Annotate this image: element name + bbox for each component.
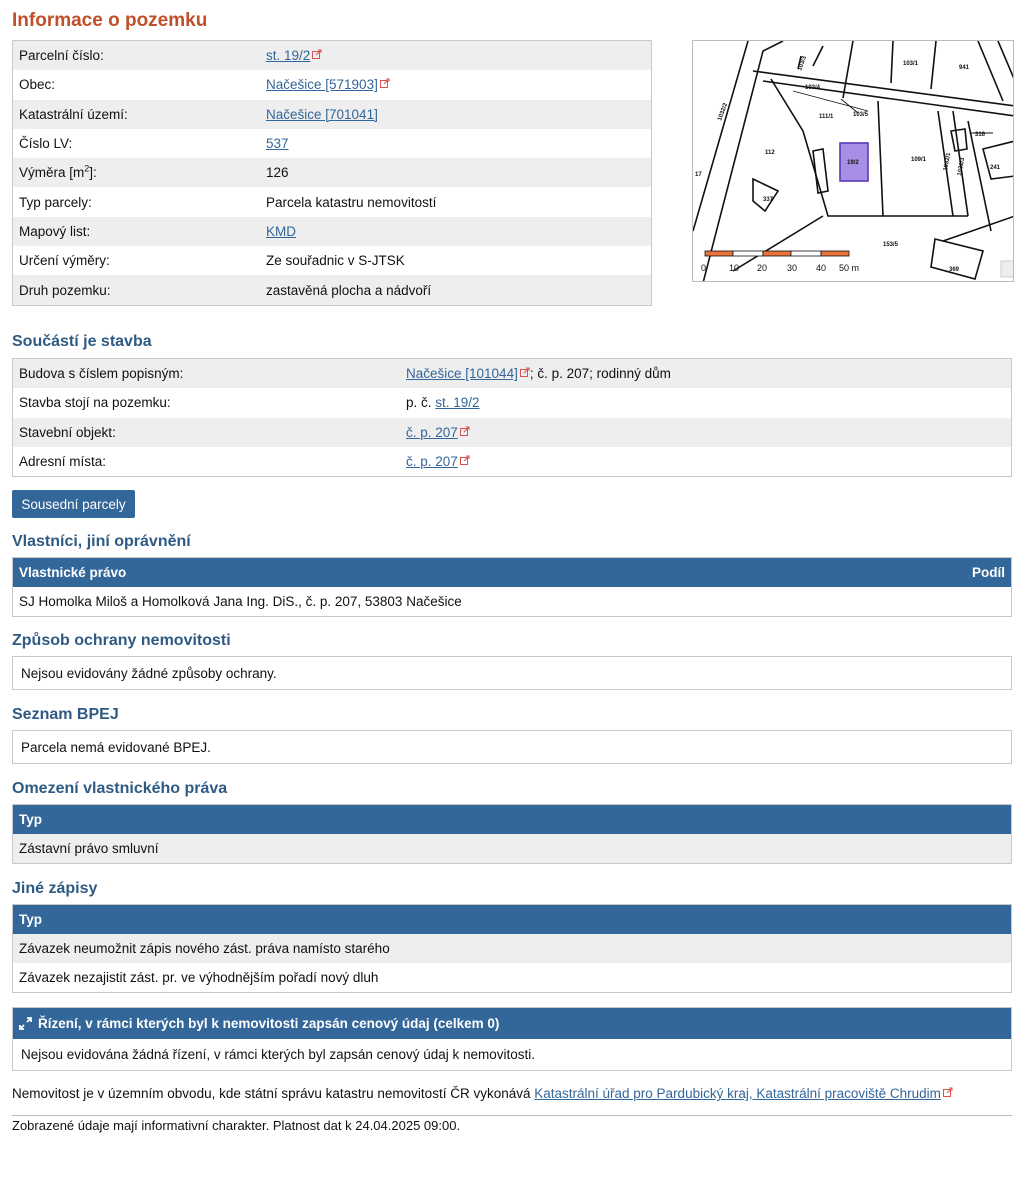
scale-label: 20 bbox=[757, 263, 768, 273]
svg-text:111/1: 111/1 bbox=[819, 114, 834, 120]
restrictions-table-header bbox=[13, 805, 1011, 834]
cadastral-area-link[interactable]: Načešice [701041] bbox=[266, 106, 378, 122]
svg-text:112: 112 bbox=[765, 150, 775, 156]
protection-text: Nejsou evidovány žádné způsoby ochrany. bbox=[21, 665, 277, 681]
svg-text:241: 241 bbox=[990, 165, 1001, 171]
land-kind-label: Druh pozemku: bbox=[19, 282, 111, 298]
restrictions-table bbox=[12, 804, 1012, 864]
svg-text:369: 369 bbox=[949, 267, 960, 273]
parcel-type-label: Typ parcely: bbox=[19, 194, 92, 210]
building-parcel-link[interactable]: st. 19/2 bbox=[435, 395, 480, 411]
svg-text:316: 316 bbox=[975, 132, 986, 138]
expand-arrows-icon bbox=[19, 1017, 32, 1030]
area-value: 126 bbox=[266, 165, 289, 181]
scale-label: 40 bbox=[816, 263, 827, 273]
svg-text:337: 337 bbox=[763, 197, 774, 203]
building-address-link[interactable]: č. p. 207 bbox=[406, 454, 458, 470]
map-corner-handle[interactable] bbox=[1001, 261, 1014, 277]
external-link-icon bbox=[943, 1087, 953, 1097]
external-link-icon bbox=[460, 426, 470, 436]
parcel-row-municipality bbox=[13, 70, 651, 99]
map-drawing bbox=[693, 41, 1014, 282]
building-house-label: Budova s číslem popisným: bbox=[19, 366, 184, 382]
svg-text:17: 17 bbox=[695, 172, 702, 178]
parcel-row-lv bbox=[13, 129, 651, 158]
restrictions-col-type: Typ bbox=[19, 812, 42, 827]
building-address-label: Adresní místa: bbox=[19, 454, 107, 470]
restrictions-heading: Omezení vlastnického práva bbox=[12, 780, 228, 797]
parcel-number-link[interactable]: st. 19/2 bbox=[266, 48, 311, 64]
bpej-box bbox=[12, 730, 1012, 764]
map-scale-bar bbox=[701, 251, 859, 273]
scale-label: 10 bbox=[729, 263, 740, 273]
protection-heading: Způsob ochrany nemovitosti bbox=[12, 632, 231, 649]
parcel-type-value: Parcela katastru nemovitostí bbox=[266, 194, 437, 210]
parcel-row-area-method bbox=[13, 246, 651, 275]
parcel-row-area bbox=[13, 158, 651, 187]
disclaimer: Zobrazené údaje mají informativní charakter. Platnost dat k 24.04.2025 09:00. bbox=[12, 1118, 461, 1133]
svg-text:19/2: 19/2 bbox=[847, 160, 859, 166]
price-procedures-title: Řízení, v rámci kterých byl k nemovitosti zapsán cenový údaj (celkem 0) bbox=[38, 1016, 500, 1031]
svg-text:153/5: 153/5 bbox=[883, 242, 899, 248]
price-procedures-panel bbox=[12, 1007, 1012, 1071]
svg-text:103/4: 103/4 bbox=[805, 85, 821, 91]
lv-label: Číslo LV: bbox=[19, 136, 73, 152]
parcel-row-cadastral-area bbox=[13, 100, 651, 129]
building-on-parcel-label: Stavba stojí na pozemku: bbox=[19, 395, 171, 411]
building-municipality-link[interactable]: Načešice [101044] bbox=[406, 366, 518, 382]
building-heading: Součástí je stavba bbox=[12, 333, 152, 350]
svg-text:941: 941 bbox=[959, 65, 970, 71]
lv-link[interactable]: 537 bbox=[266, 136, 289, 152]
bpej-text: Parcela nemá evidované BPEJ. bbox=[21, 739, 211, 755]
building-row-on-parcel bbox=[13, 388, 1011, 417]
svg-text:109/1: 109/1 bbox=[911, 157, 927, 163]
footer-divider bbox=[12, 1115, 1012, 1116]
table-row: Závazek neumožnit zápis nového zást. práva namísto starého bbox=[13, 934, 1011, 963]
building-row-address bbox=[13, 447, 1011, 476]
map-sheet-link[interactable]: KMD bbox=[266, 223, 296, 239]
scale-label: 50 m bbox=[839, 263, 860, 273]
table-row: Zástavní právo smluvní bbox=[13, 834, 1011, 863]
svg-text:1032/1: 1032/1 bbox=[943, 152, 953, 172]
svg-text:103/5: 103/5 bbox=[853, 112, 869, 118]
external-link-icon bbox=[460, 455, 470, 465]
owners-col-share: Podíl bbox=[972, 565, 1005, 580]
svg-text:1031/3: 1031/3 bbox=[957, 157, 967, 177]
other-entries-heading: Jiné zápisy bbox=[12, 880, 98, 897]
land-kind-value: zastavěná plocha a nádvoří bbox=[266, 282, 432, 298]
building-house-detail: ; č. p. 207; rodinný dům bbox=[529, 366, 671, 382]
area-method-label: Určení výměry: bbox=[19, 253, 110, 269]
scale-label: 30 bbox=[787, 263, 798, 273]
table-row: SJ Homolka Miloš a Homolková Jana Ing. DiS., č. p. 207, 53803 Načešice bbox=[19, 594, 462, 609]
cadastral-office-link[interactable]: Katastrální úřad pro Pardubický kraj, Katastrální pracoviště Chrudim bbox=[534, 1086, 941, 1101]
scale-label: 0 bbox=[701, 263, 707, 273]
parcel-row-land-kind bbox=[13, 275, 651, 304]
other-entries-table bbox=[12, 904, 1012, 993]
building-row-object bbox=[13, 418, 1011, 447]
owners-heading: Vlastníci, jiní oprávnění bbox=[12, 533, 191, 550]
office-note-text: Nemovitost je v územním obvodu, kde státní správu katastru nemovitostí ČR vykonává bbox=[12, 1086, 535, 1101]
cadastral-area-label: Katastrální území: bbox=[19, 106, 128, 122]
building-table bbox=[12, 358, 1012, 477]
price-procedures-text: Nejsou evidována žádná řízení, v rámci kterých byl zapsán cenový údaj k nemovitosti. bbox=[21, 1047, 536, 1062]
bpej-heading: Seznam BPEJ bbox=[12, 706, 119, 723]
parcel-row-number bbox=[13, 41, 651, 70]
external-link-icon bbox=[520, 367, 530, 377]
price-procedures-header[interactable] bbox=[13, 1008, 1011, 1039]
owners-col-right: Vlastnické právo bbox=[19, 565, 127, 580]
owners-table-header bbox=[13, 558, 1011, 587]
parcel-row-type bbox=[13, 187, 651, 216]
neighbor-parcels-button[interactable]: Sousední parcely bbox=[12, 490, 135, 518]
building-row-house-number bbox=[13, 359, 1011, 388]
municipality-label: Obec: bbox=[19, 77, 56, 93]
area-label: Výměra $[m^2]$: bbox=[19, 163, 97, 181]
external-link-icon bbox=[312, 49, 322, 59]
svg-text:1032/2: 1032/2 bbox=[717, 102, 730, 122]
building-object-label: Stavební objekt: bbox=[19, 424, 116, 440]
area-method-value: Ze souřadnic v S-JTSK bbox=[266, 253, 405, 269]
owners-table bbox=[12, 557, 1012, 617]
parcel-row-map-sheet bbox=[13, 217, 651, 246]
page-title: Informace o pozemku bbox=[12, 10, 208, 31]
municipality-link[interactable]: Načešice [571903] bbox=[266, 77, 378, 93]
svg-text:103/3: 103/3 bbox=[797, 55, 809, 72]
office-note bbox=[12, 1086, 953, 1101]
parcel-number-label: Parcelní číslo: bbox=[19, 48, 104, 64]
other-entries-col-type: Typ bbox=[19, 912, 42, 927]
other-entries-table-header bbox=[13, 905, 1011, 934]
cadastral-map[interactable] bbox=[692, 40, 1014, 282]
parcel-info-table bbox=[12, 40, 652, 306]
table-row: Závazek nezajistit zást. pr. ve výhodnějším pořadí nový dluh bbox=[19, 970, 379, 985]
protection-box bbox=[12, 656, 1012, 690]
building-on-parcel-prefix: p. č. bbox=[406, 395, 436, 411]
building-object-link[interactable]: č. p. 207 bbox=[406, 424, 458, 440]
external-link-icon bbox=[380, 78, 390, 88]
map-sheet-label: Mapový list: bbox=[19, 223, 91, 239]
svg-text:103/1: 103/1 bbox=[903, 61, 919, 67]
